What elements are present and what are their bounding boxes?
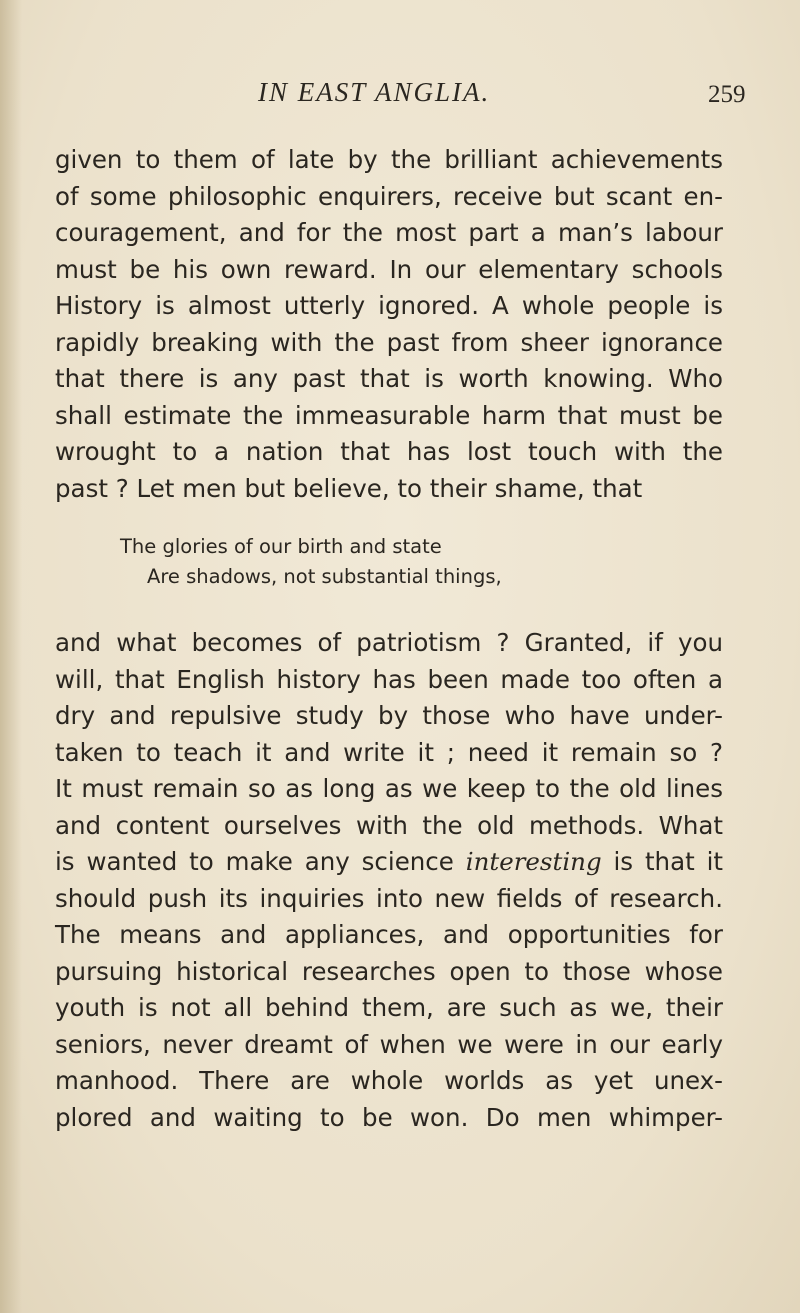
text-line: rapidly breaking with the past from sheer ignorance	[55, 327, 723, 357]
text-line: must be his own reward. In our elementary schools	[55, 254, 723, 284]
text-line: that there is any past that is worth knowing. Who	[55, 364, 723, 393]
running-head: IN EAST ANGLIA.	[258, 77, 491, 107]
paragraph-1	[55, 142, 723, 507]
text-line: youth is not all behind them, are such as we, their	[55, 993, 723, 1022]
text-line: past ? Let men but believe, to their shame, that	[55, 473, 643, 503]
page-gutter-shadow	[0, 0, 22, 1313]
text-line: shall estimate the immeasurable harm that must be	[55, 400, 723, 430]
text-fragment: is wanted to make any science	[55, 847, 466, 876]
text-line: History is almost utterly ignored. A whole people is	[55, 291, 723, 320]
text-line: given to them of late by the brilliant achievements	[55, 145, 723, 174]
page-number: 259	[708, 81, 746, 108]
text-line-with-italic	[55, 844, 723, 881]
page-header	[0, 75, 800, 115]
text-line: plored and waiting to be won. Do men whimper-	[55, 1102, 723, 1132]
text-line: will, that English history has been made too often a	[55, 664, 723, 694]
text-fragment: is that it	[601, 847, 723, 876]
text-line: should push its inquiries into new fields of research.	[55, 883, 723, 913]
text-line: couragement, and for the most part a man’s labour	[55, 218, 723, 247]
text-line: and what becomes of patriotism ? Granted, if you	[55, 628, 723, 657]
verse-line: Are shadows, not substantial things,	[147, 565, 502, 588]
text-line: and content ourselves with the old methods. What	[55, 810, 723, 840]
text-line: of some philosophic enquirers, receive but scant en-	[55, 181, 723, 211]
text-line: seniors, never dreamt of when we were in our early	[55, 1029, 723, 1059]
text-line: dry and repulsive study by those who have under-	[55, 701, 723, 730]
verse-quotation	[120, 532, 680, 592]
text-line: manhood. There are whole worlds as yet unex-	[55, 1066, 723, 1095]
italic-word: interesting	[465, 847, 602, 876]
text-line: The means and appliances, and opportunities for	[55, 920, 723, 949]
verse-line: The glories of our birth and state	[120, 535, 442, 558]
text-line: wrought to a nation that has lost touch with the	[55, 437, 723, 466]
paragraph-2	[55, 625, 723, 1136]
text-line: taken to teach it and write it ; need it remain so ?	[55, 737, 723, 767]
text-line: pursuing historical researches open to those whose	[55, 956, 723, 986]
text-line: It must remain so as long as we keep to the old lines	[55, 774, 723, 803]
